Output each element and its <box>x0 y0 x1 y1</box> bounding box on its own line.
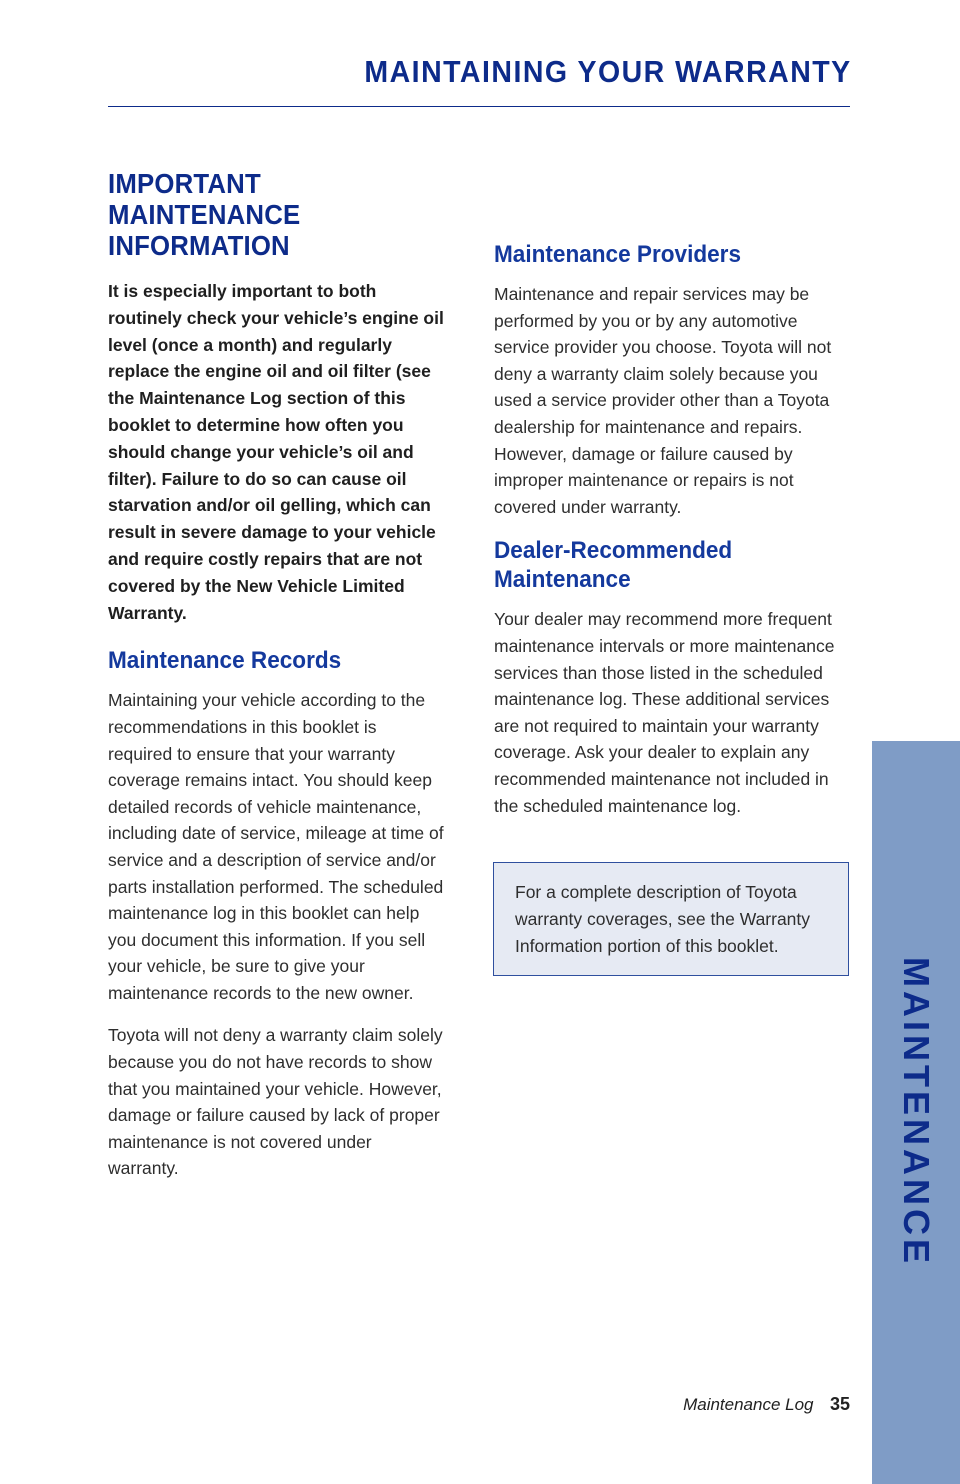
page-footer <box>683 1394 850 1415</box>
maintenance-providers-paragraph: Maintenance and repair services may be performed by you or by any automotive service provider you choose. Toyota will not deny a warranty claim solely because you used a service provider other than a Toyota dealership for maintenance and repairs. However, damage or failure caused by improper maintenance or repairs is not covered under warranty. <box>494 284 832 517</box>
section-side-tab-label: MAINTENANCE <box>896 957 937 1267</box>
page-number: 35 <box>829 1394 850 1414</box>
footer-section-name: Maintenance Log <box>683 1395 814 1414</box>
page-header-title: MAINTAINING YOUR WARRANTY <box>364 54 852 89</box>
left-column <box>108 168 444 1198</box>
maintenance-records-paragraph-2: Toyota will not deny a warranty claim solely because you do not have records to show that you maintained your vehicle. However, damage or failure caused by lack of proper maintenance is not covered under warranty. <box>108 1025 443 1179</box>
dealer-recommended-heading: Dealer-Recommended Maintenance <box>494 537 733 594</box>
dealer-recommended-paragraph: Your dealer may recommend more frequent maintenance intervals or more maintenance services than those listed in the scheduled maintenance log. These additional services are not required to maintain your warranty coverage. Ask your dealer to explain any recommended maintenance not included in the scheduled maintenance log. <box>494 609 835 816</box>
right-column <box>494 240 854 835</box>
important-maintenance-lead: It is especially important to both routinely check your vehicle’s engine oil level (once a month) and regularly replace the engine oil and oil filter (see the Maintenance Log section of this booklet to determine how often you should change your vehicle’s oil and filter). Failure to do so can cause oil starvation and/or oil gelling, which can result in severe damage to your vehicle and require costly repairs that are not covered by the New Vehicle Limited Warranty. <box>108 281 444 623</box>
maintenance-records-heading: Maintenance Records <box>108 647 342 675</box>
maintenance-providers-heading: Maintenance Providers <box>494 241 741 268</box>
header-divider <box>108 106 850 107</box>
warranty-note-box <box>493 862 849 976</box>
important-maintenance-heading: IMPORTANT MAINTENANCE INFORMATION <box>108 168 301 261</box>
warranty-note-text: For a complete description of Toyota warranty coverages, see the Warranty Information portion of this booklet. <box>515 882 811 956</box>
maintenance-records-paragraph: Maintaining your vehicle according to the recommendations in this booklet is required to ensure that your warranty coverage remains intact. You should keep detailed records of vehicle maintenance, including date of service, mileage at time of service and a description of service and/or parts installation performed. The scheduled maintenance log in this booklet can help you document this information. If you sell your vehicle, be sure to give your maintenance records to the new owner. <box>108 690 444 1003</box>
